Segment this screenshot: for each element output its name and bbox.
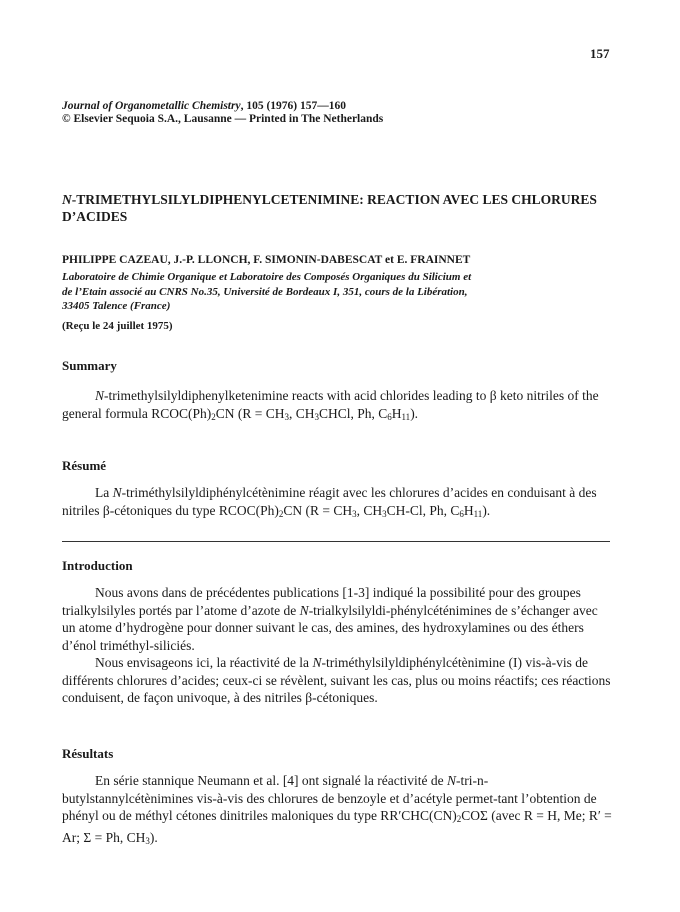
italic-n: N <box>95 388 105 403</box>
resultats-heading: Résultats <box>62 746 114 761</box>
text-run: La <box>95 485 113 500</box>
summary-text <box>62 387 612 426</box>
text-run: H <box>391 405 402 421</box>
subscript: 3 <box>145 835 150 846</box>
affiliation-line: 33405 Talence (France) <box>62 300 171 312</box>
journal-volume: , 105 (1976) 157—160 <box>240 100 347 112</box>
section-divider <box>62 541 610 542</box>
text-run: H <box>463 502 474 518</box>
text-run: -trialkylsilyldi-phénylcéténimines de s’échanger avec un atome d’hydrogène pour donner suivant le cas, des amines, des hydroxylamines ou des éthers d’énol triméthyl-siliciés. <box>62 602 598 653</box>
text-run: CH-Cl, Ph, C <box>386 502 460 518</box>
introduction-paragraphs <box>62 584 612 707</box>
subscript: 2 <box>456 814 462 824</box>
text-run: COΣ (avec R = H, Me; R′ = Ar; Σ = Ph, CH <box>62 808 612 845</box>
text-run: Nous envisageons ici, la réactivité de la <box>95 655 313 670</box>
subscript: 6 <box>459 508 464 519</box>
resultats-text <box>62 772 612 850</box>
subscript: 3 <box>352 508 357 519</box>
text-run: -triméthylsilyldiphénylcétènimine réagit avec les chlorures d’acides en conduisant à des nitriles β-cétoniques du type RCOC(Ph) <box>62 485 597 518</box>
resume-paragraph <box>62 484 612 523</box>
journal-name: Journal of Organometallic Chemistry <box>62 100 241 112</box>
received-date: (Reçu le 24 juillet 1975) <box>62 320 173 332</box>
resultats-paragraph <box>62 772 612 850</box>
resume-heading: Résumé <box>62 458 107 473</box>
italic-n: N <box>299 602 309 618</box>
text-run: -trimethylsilyldiphenylketenimine reacts with acid chlorides leading to β keto nitriles of the general formula RCOC(Ph) <box>62 388 599 421</box>
page-number: 157 <box>590 46 610 61</box>
text-run: CN (R = CH <box>215 405 285 421</box>
text-run: -triméthylsilyldiphénylcétènimine (I) vis-à-vis de différents chlorures d’acides; ceux-ci se révèlent, suivant les cas, plus ou moins réactifs; ces réactions conduisent, de façon univoque, à des nitriles β-cétoniques. <box>62 655 611 705</box>
text-run: CN (R = CH <box>283 502 353 518</box>
subscript: 11 <box>401 411 411 422</box>
affiliation-line: de l’Etain associé au CNRS No.35, Université de Bordeaux I, 351, cours de la Libération, <box>62 285 468 298</box>
introduction-heading: Introduction <box>62 558 133 573</box>
introduction-paragraph <box>62 654 612 707</box>
subscript: 2 <box>278 508 284 519</box>
text-run: , CH <box>288 405 315 421</box>
journal-citation <box>62 100 383 126</box>
italic-n: N <box>447 773 457 788</box>
text-run: En série stannique Neumann et al. [4] ont signalé la réactivité de <box>95 773 447 788</box>
text-run: ). <box>410 405 419 421</box>
publisher-line: © Elsevier Sequoia S.A., Lausanne — Printed in The Netherlands <box>62 113 384 125</box>
subscript: 3 <box>382 508 387 519</box>
text-run: -tri-n-butylstannylcétènimines vis-à-vis des chlorures de benzoyle et d’acétyle permet-tant l’obtention de phényl ou de méthyl cétones dinitriles maloniques du type RR′CHC(CN) <box>62 773 597 823</box>
article-title <box>62 191 622 225</box>
journal-line-1 <box>62 100 383 113</box>
subscript: 2 <box>211 411 216 422</box>
affiliation-line: Laboratoire de Chimie Organique et Laboratoire des Composés Organiques du Silicium et <box>62 271 472 283</box>
title-text: -TRIMETHYLSILYLDIPHENYLCETENIMINE: REACTION AVEC LES CHLORURES D’ACIDES <box>62 192 597 224</box>
subscript: 11 <box>473 508 483 519</box>
italic-n: N <box>112 485 122 500</box>
title-italic-n: N <box>62 192 72 207</box>
text-run: ). <box>482 502 491 518</box>
subscript: 6 <box>387 411 392 422</box>
text-run: Nous avons dans de précédentes publications [1-3] indiqué la possibilité pour des groupes trialkylsilyles portés par l’atome d’azote de <box>62 585 581 618</box>
text-run: ). <box>149 829 158 845</box>
summary-heading: Summary <box>62 358 117 373</box>
authors: PHILIPPE CAZEAU, J.-P. LLONCH, F. SIMONIN-DABESCAT et E. FRAINNET <box>62 254 471 266</box>
affiliation <box>62 270 622 314</box>
resume-text <box>62 484 612 523</box>
summary-paragraph <box>62 387 612 426</box>
subscript: 3 <box>284 411 289 422</box>
italic-n: N <box>312 655 322 670</box>
subscript: 3 <box>314 411 319 422</box>
text-run: , CH <box>356 502 383 518</box>
text-run: CHCl, Ph, C <box>318 405 388 421</box>
introduction-paragraph <box>62 584 612 654</box>
